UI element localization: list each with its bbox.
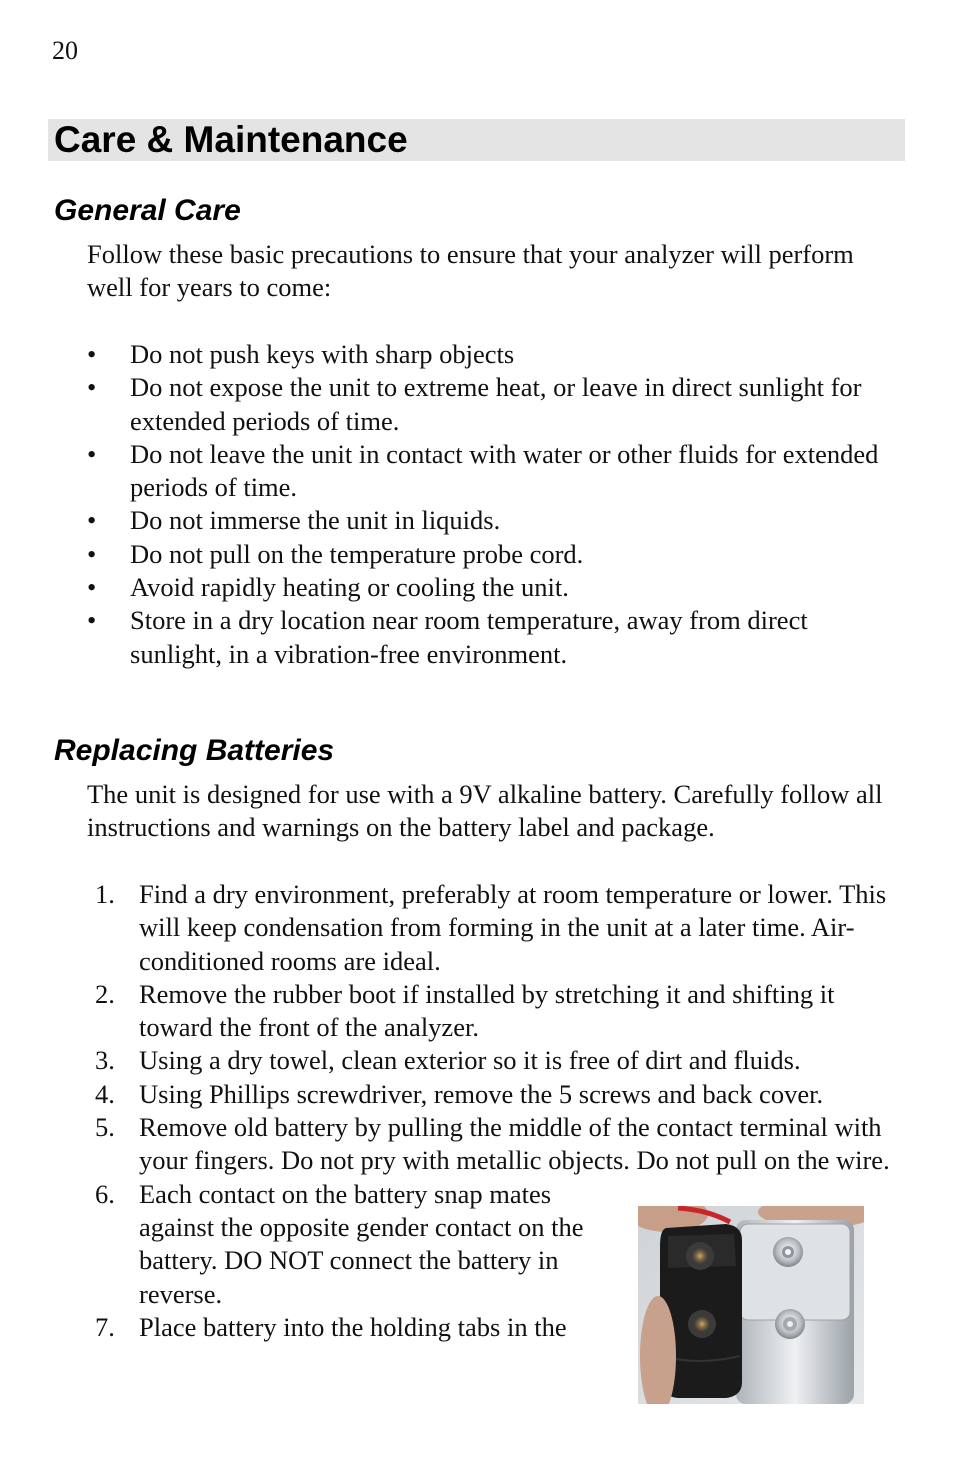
bullet-icon: • (87, 505, 97, 536)
bullet-icon: • (87, 538, 97, 569)
bullet-icon: • (87, 605, 97, 636)
list-item: • Do not push keys with sharp objects (87, 338, 902, 371)
list-item: 5. Remove old battery by pulling the middle of the contact terminal with your fingers. Do not pry with metallic objects. Do not pull on the wire. (95, 1112, 890, 1176)
battery-snap-photo (638, 1206, 864, 1404)
list-item: 4. Using Phillips screwdriver, remove the 5 screws and back cover. (87, 1078, 902, 1111)
general-care-intro: Follow these basic precautions to ensure that your analyzer will perform well for years to come: (87, 239, 854, 303)
step-number: 3. (95, 1045, 115, 1076)
list-item: • Do not immerse the unit in liquids. (87, 504, 902, 537)
section-title: Care & Maintenance (54, 119, 408, 160)
list-item: • Store in a dry location near room temperature, away from direct sunlight, in a vibration-free environment. (87, 605, 808, 669)
precautions-list (87, 338, 902, 671)
step-number: 7. (95, 1311, 115, 1342)
list-item: 6. Each contact on the battery snap mates against the opposite gender contact on the battery. DO NOT connect the battery in reverse. (95, 1178, 584, 1309)
section-header-bar (48, 119, 905, 161)
step-number: 1. (95, 879, 115, 909)
step-number: 5. (95, 1112, 115, 1143)
list-item: • Do not expose the unit to extreme heat, or leave in direct sunlight for extended periods of time. (87, 372, 862, 436)
list-item: • Do not pull on the temperature probe cord. (87, 538, 902, 571)
step-number: 6. (95, 1178, 115, 1209)
step-number: 2. (95, 978, 115, 1009)
general-care-heading: General Care (54, 194, 241, 227)
bullet-icon: • (87, 438, 97, 469)
replacing-batteries-heading: Replacing Batteries (54, 734, 335, 767)
list-item: 2. Remove the rubber boot if installed by stretching it and shifting it toward the front of the analyzer. (95, 978, 835, 1043)
list-item: 3. Using a dry towel, clean exterior so it is free of dirt and fluids. (87, 1044, 902, 1077)
page-number: 20 (52, 36, 78, 65)
bullet-icon: • (87, 572, 97, 603)
bullet-icon: • (87, 339, 97, 369)
replacing-batteries-intro: The unit is designed for use with a 9V alkaline battery. Carefully follow all instructions and warnings on the battery label and package. (87, 779, 883, 843)
step-number: 4. (95, 1078, 115, 1109)
bullet-icon: • (87, 372, 97, 403)
list-item: • Do not leave the unit in contact with water or other fluids for extended periods of time. (87, 438, 879, 503)
list-item: 7. Place battery into the holding tabs in the (87, 1311, 599, 1344)
list-item: 1. Find a dry environment, preferably at room temperature or lower. This will keep condensation from forming in the unit at a later time. Air-conditioned rooms are ideal. (95, 879, 887, 976)
list-item: • Avoid rapidly heating or cooling the unit. (87, 571, 902, 604)
